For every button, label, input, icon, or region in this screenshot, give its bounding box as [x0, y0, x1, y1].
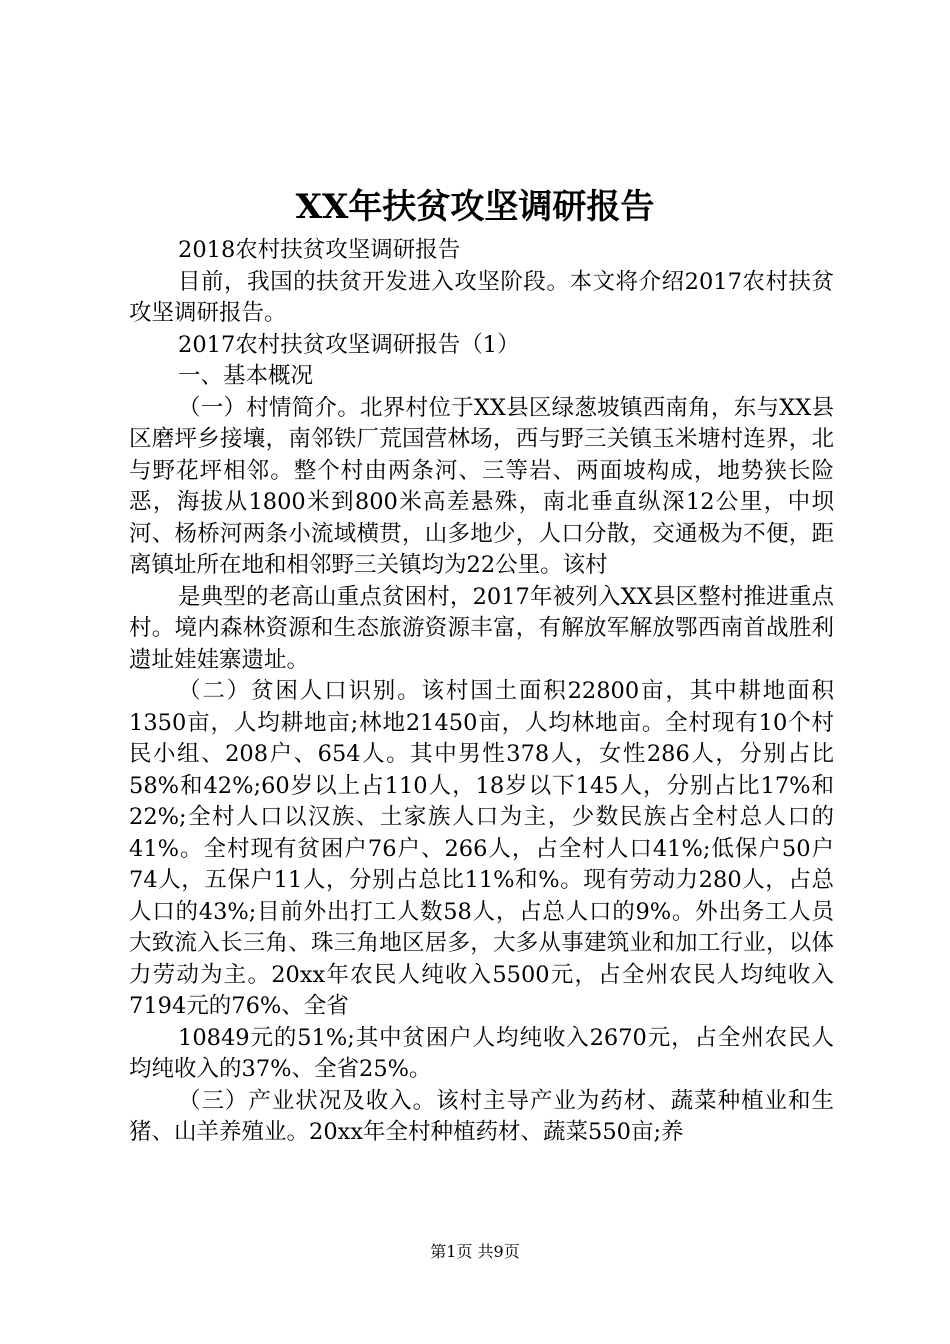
paragraph-poverty-identification: （二）贫困人口识别。该村国土面积22800亩，其中耕地面积1350亩，人均耕地亩;林地21450亩，人均林地亩。全村现有10个村民小组、208户、654人。其中男性378人，女性286人，分别占比58%和42%;60岁以上占110人，18岁以下145人，分别占比17%和22%;全村人口以汉族、土家族人口为主，少数民族占全村总人口的41%。全村现有贫困户76户、266人，占全村人口41%;低保户50户74人，五保户11人，分别占总比11%和%。现有劳动力280人，占总人口的43%;目前外出打工人数58人，占总人口的9%。外出务工人员大致流入长三角、珠三角地区居多，大多从事建筑业和加工行业，以体力劳动为主。20xx年农民人纯收入5500元，占全州农民人均纯收入7194元的76%、全省	[129, 678, 834, 1019]
paragraph-village-intro-cont: 是典型的老高山重点贫困村，2017年被列入XX县区整村推进重点村。境内森林资源和生态旅游资源丰富，有解放军解放鄂西南首战胜利遗址娃娃寨遗址。	[129, 583, 834, 673]
paragraph-village-intro: （一）村情简介。北界村位于XX县区绿葱坡镇西南角，东与XX县区磨坪乡接壤，南邻铁厂荒国营林场，西与野三关镇玉米塘村连界，北与野花坪相邻。整个村由两条河、三等岩、两面坡构成，地势狭长险恶，海拔从1800米到800米高差悬殊，南北垂直纵深12公里，中坝河、杨桥河两条小流域横贯，山多地少，人口分散，交通极为不便，距离镇址所在地和相邻野三关镇均为22公里。该村	[129, 394, 834, 578]
paragraph-income-comparison: 10849元的51%;其中贫困户人均纯收入2670元，占全州农民人均纯收入的37%、全省25%。	[129, 1024, 834, 1082]
paragraph-industry-status: （三）产业状况及收入。该村主导产业为药材、蔬菜种植业和生猪、山羊养殖业。20xx年全村种植药材、蔬菜550亩;养	[129, 1087, 834, 1145]
paragraph-report-subtitle: 2018农村扶贫攻坚调研报告	[178, 237, 461, 263]
paragraph-intro: 目前，我国的扶贫开发进入攻坚阶段。本文将介绍2017农村扶贫攻坚调研报告。	[129, 268, 834, 326]
paragraph-heading-overview: 一、基本概况	[178, 363, 314, 389]
document-title: XX年扶贫攻坚调研报告	[295, 187, 655, 227]
paragraph-section-title: 2017农村扶贫攻坚调研报告（1）	[178, 331, 520, 358]
document-body	[129, 235, 834, 1149]
page-footer: 第1页 共9页	[430, 1242, 520, 1261]
